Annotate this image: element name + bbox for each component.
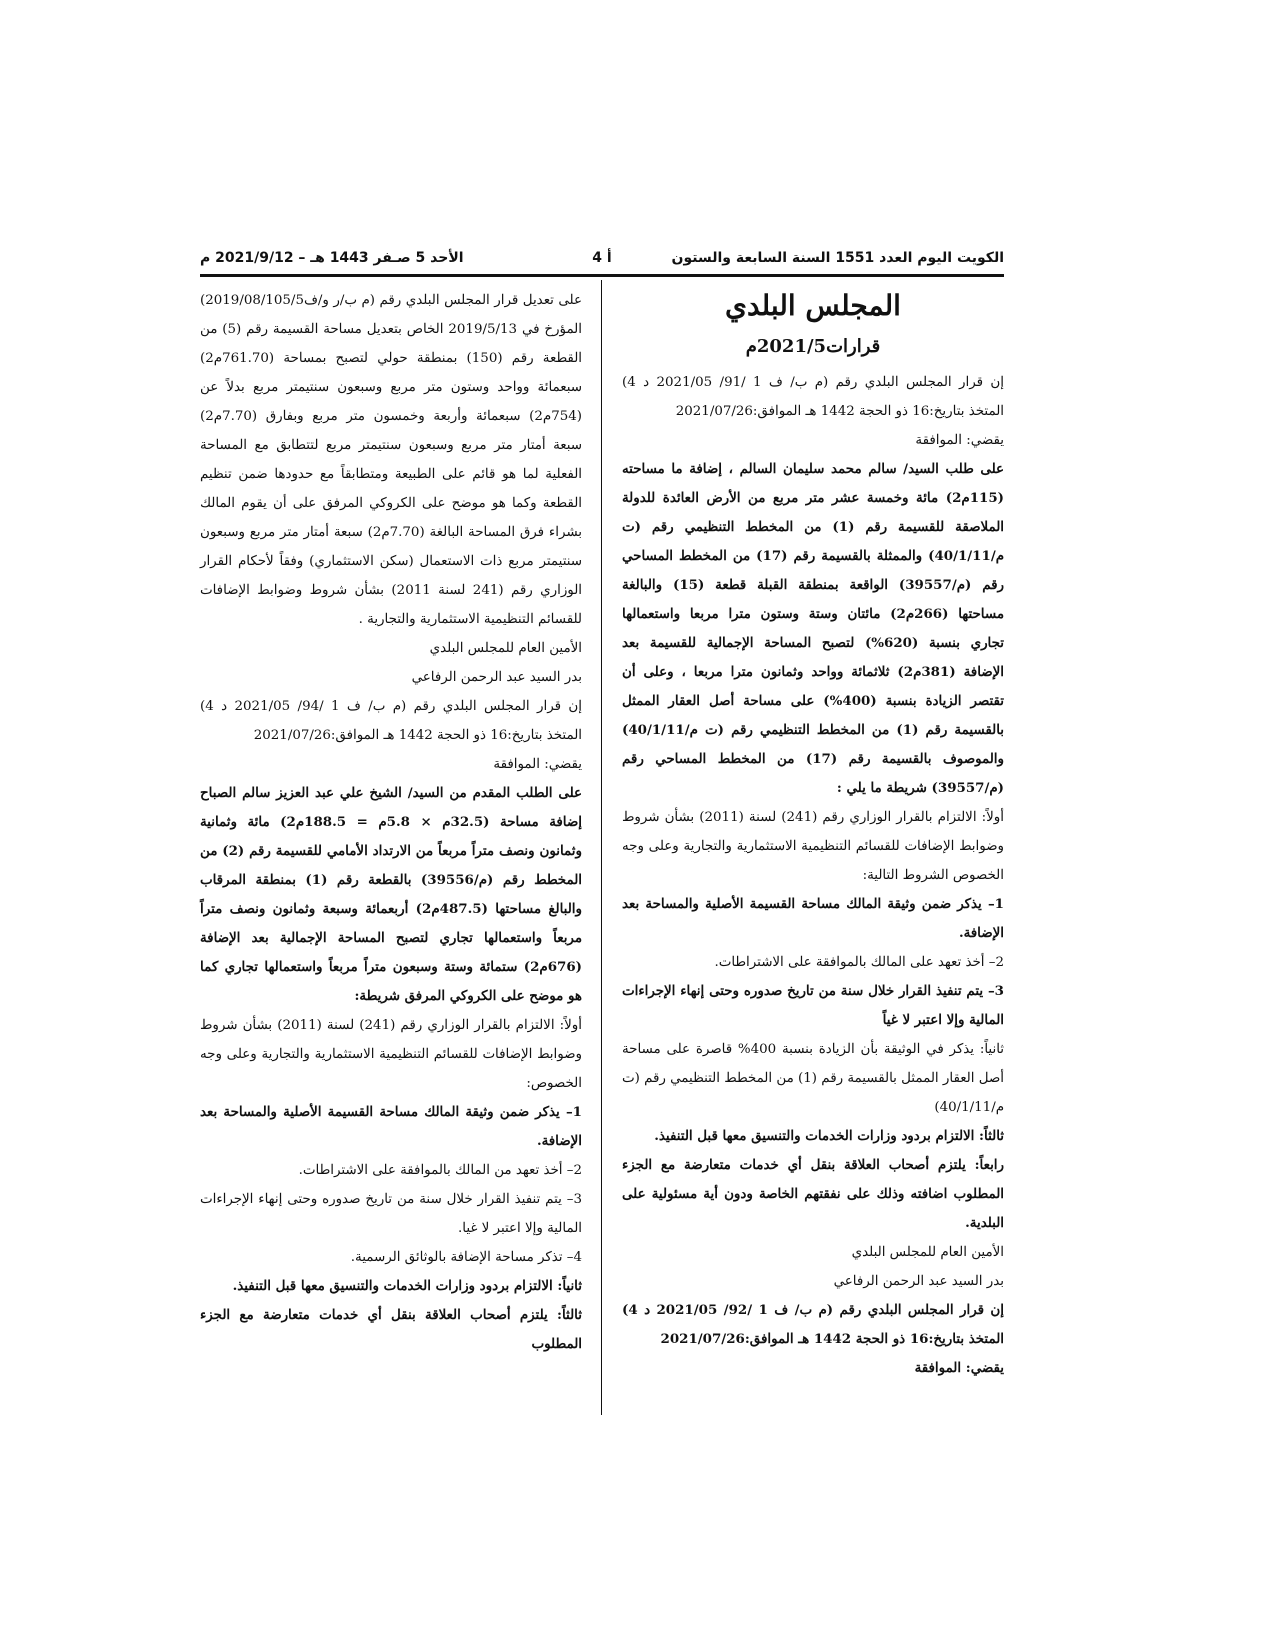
paragraph: 4– تذكر مساحة الإضافة بالوثائق الرسمية. (350, 1250, 582, 1265)
paragraph: ثالثاً: الالتزام بردود وزارات الخدمات والتنسيق معها قبل التنفيذ. (654, 1128, 1004, 1144)
header-rule (200, 274, 1004, 277)
paragraph: على الطلب المقدم من السيد/ الشيخ علي عبد العزيز سالم الصباح إضافة مساحة (32.5م × 5.8م = 188.5م2) مائة وثمانية وثمانون ونصف متراً مربعاً من الارتداد الأمامي للقسيمة رقم (2) من المخطط رقم (م/39556) بالقطعة رقم (1) بمنطقة المرقاب والبالغ مساحتها (487.5م2) أربعمائة وسبعة وثمانون ونصف متراً مربعاً واستعمالها تجاري لتصبح المساحة الإجمالية بعد الإضافة (676م2) ستمائة وستة وسبعون متراً مربعاً واستعمالها تجاري كما هو موضح على الكروكي المرفق شريطة: (200, 785, 582, 1004)
publication-info: الكويت اليوم العدد 1551 السنة السابعة والستون (671, 250, 1004, 266)
paragraph: أولاً: الالتزام بالقرار الوزاري رقم (241) لسنة (2011) بشأن شروط وضوابط الإضافات للقسائم التنظيمية الاستثمارية والتجارية وعلى وجه الخصوص: (200, 1018, 582, 1091)
issue-date: الأحد 5 صـفر 1443 هـ – 2021/9/12 م (200, 250, 464, 266)
paragraph: 1– يذكر ضمن وثيقة المالك مساحة القسيمة الأصلية والمساحة بعد الإضافة. (622, 896, 1004, 941)
paragraph: على تعديل قرار المجلس البلدي رقم (م ب/ر و/ف2019/08/105/5) المؤرخ في 2019/5/13 الخاص بتعديل مساحة القسيمة رقم (5) من القطعة رقم (150) بمنطقة حولي لتصبح بمساحة (761.70م2) سبعمائة وواحد وستون متر مربع وسبعون سنتيمتر مربع بدلاً عن (754م2) سبعمائة وأربعة وخمسون متر مربع وبفارق (7.70م2) سبعة أمتار متر مربع وسبعون سنتيمتر مربع لتتطابق مع المساحة الفعلية لما هو قائم على الطبيعة ومتطابقاً مع حدودها ضمن تنظيم القطعة وكما هو موضح على الكروكي المرفق على أن يقوم المالك بشراء فرق المساحة البالغة (7.70م2) سبعة أمتار متر مربع وسبعون سنتيمتر مربع ذات الاستعمال (سكن الاستثماري) وفقاً لأحكام القرار الوزاري رقم (241 لسنة 2011) بشأن شروط وضوابط الإضافات للقسائم التنظيمية الاستثمارية والتجارية . (200, 293, 583, 627)
right-column (622, 286, 1004, 1383)
paragraph: يقضي: الموافقة (914, 1360, 1004, 1376)
paragraph: 3– يتم تنفيذ القرار خلال سنة من تاريخ صدوره وحتى إنهاء الإجراءات المالية وإلا اعتبر لا غياً (622, 983, 1004, 1028)
paragraph: إن قرار المجلس البلدي رقم (م ب/ ف 1 /92/ 2021/05 د 4) المتخذ بتاريخ:16 ذو الحجة 1442 هـ الموافق:2021/07/26 (622, 1302, 1004, 1347)
paragraph: 1– يذكر ضمن وثيقة المالك مساحة القسيمة الأصلية والمساحة بعد الإضافة. (200, 1104, 582, 1149)
paragraph: يقضي: الموافقة (915, 433, 1004, 448)
paragraph: ثالثاً: يلتزم أصحاب العلاقة بنقل أي خدمات متعارضة مع الجزء المطلوب (200, 1307, 582, 1352)
paragraph: الأمين العام للمجلس البلدي (429, 641, 582, 656)
paragraph: ثانياً: يذكر في الوثيقة بأن الزيادة بنسبة 400% قاصرة على مساحة أصل العقار الممثل بالقسيمة رقم (1) من المخطط التنظيمي رقم (ت م/40/1/11) (622, 1042, 1005, 1115)
paragraph: إن قرار المجلس البلدي رقم (م ب/ ف 1 /94/ 2021/05 د 4) المتخذ بتاريخ:16 ذو الحجة 1442 هـ الموافق:2021/07/26 (200, 699, 582, 743)
column-divider (601, 280, 602, 1415)
page-number: 4 أ (592, 250, 612, 266)
section-title: المجلس البلدي (725, 289, 901, 322)
paragraph: 3– يتم تنفيذ القرار خلال سنة من تاريخ صدوره وحتى إنهاء الإجراءات المالية وإلا اعتبر لا غيا. (200, 1192, 582, 1236)
paragraph: بدر السيد عبد الرحمن الرفاعي (833, 1274, 1004, 1289)
paragraph: ثانياً: الالتزام بردود وزارات الخدمات والتنسيق معها قبل التنفيذ. (232, 1278, 582, 1294)
paragraph: رابعاً: يلتزم أصحاب العلاقة بنقل أي خدمات متعارضة مع الجزء المطلوب اضافته وذلك على نفقتهم الخاصة ودون أية مسئولية على البلدية. (622, 1157, 1004, 1231)
left-column (200, 286, 582, 1359)
paragraph: أولاً: الالتزام بالقرار الوزاري رقم (241) لسنة (2011) بشأن شروط وضوابط الإضافات للقسائم التنظيمية الاستثمارية والتجارية وعلى وجه الخصوص الشروط التالية: (622, 810, 1004, 883)
section-subtitle: قرارات2021/5م (745, 336, 881, 357)
paragraph: 2– أخذ تعهد على المالك بالموافقة على الاشتراطات. (714, 955, 1004, 970)
page-header (200, 248, 1004, 274)
paragraph: 2– أخذ تعهد من المالك بالموافقة على الاشتراطات. (298, 1163, 582, 1178)
paragraph: الأمين العام للمجلس البلدي (851, 1245, 1004, 1260)
paragraph: يقضي: الموافقة (493, 757, 582, 772)
paragraph: إن قرار المجلس البلدي رقم (م ب/ ف 1 /91/ 2021/05 د 4) المتخذ بتاريخ:16 ذو الحجة 1442 هـ الموافق:2021/07/26 (622, 375, 1004, 419)
paragraph: على طلب السيد/ سالم محمد سليمان السالم ، إضافة ما مساحته (115م2) مائة وخمسة عشر متر مربع من الأرض العائدة للدولة الملاصقة للقسيمة رقم (1) من المخطط التنظيمي رقم (ت م/40/1/11) والممثلة بالقسيمة رقم (17) من المخطط المساحي رقم (م/39557) الواقعة بمنطقة القبلة قطعة (15) والبالغة مساحتها (266م2) مائتان وستة وستون مترا مربعا واستعمالها تجاري بنسبة (620%) لتصبح المساحة الإجمالية للقسيمة بعد الإضافة (381م2) ثلاثمائة وواحد وثمانون مترا مربعا ، وعلى أن تقتصر الزيادة بنسبة (400%) على مساحة أصل العقار الممثل بالقسيمة رقم (1) من المخطط التنظيمي رقم (ت م/40/1/11) والموصوف بالقسيمة رقم (17) من المخطط المساحي رقم (م/39557) شريطة ما يلي : (622, 461, 1005, 796)
paragraph: بدر السيد عبد الرحمن الرفاعي (411, 670, 582, 685)
